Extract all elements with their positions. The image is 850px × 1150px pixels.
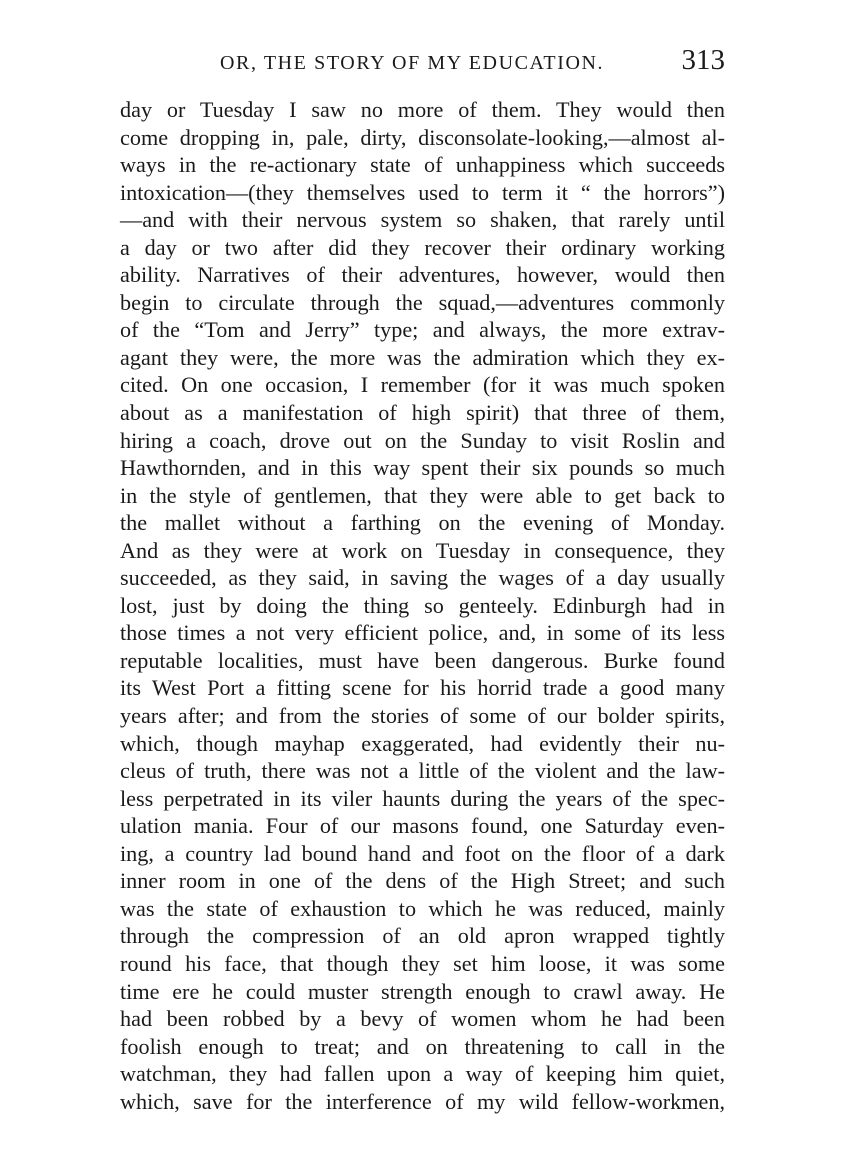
text-line: succeeded, as they said, in saving the wages of a day usually bbox=[120, 565, 725, 591]
text-line: its West Port a fitting scene for his horrid trade a good many bbox=[120, 675, 725, 701]
text-line: was the state of exhaustion to which he was reduced, mainly bbox=[120, 895, 725, 921]
text-line: about as a manifestation of high spirit) that three of them, bbox=[120, 400, 725, 426]
text-line: lost, just by doing the thing so genteely. Edinburgh had in bbox=[120, 592, 725, 618]
text-line: day or Tuesday I saw no more of them. They would then bbox=[120, 97, 725, 122]
text-line: time ere he could muster strength enough to crawl away. He bbox=[120, 978, 725, 1004]
text-line: those times a not very efficient police, and, in some of its less bbox=[120, 620, 725, 646]
text-line: foolish enough to treat; and on threatening to call in the bbox=[120, 1033, 725, 1059]
text-line: ways in the re-actionary state of unhappiness which succeeds bbox=[120, 152, 725, 178]
body-text bbox=[120, 96, 725, 1115]
text-line: cited. On one occasion, I remember (for it was much spoken bbox=[120, 372, 725, 398]
text-line: And as they were at work on Tuesday in consequence, they bbox=[120, 537, 725, 563]
text-line: had been robbed by a bevy of women whom he had been bbox=[120, 1006, 725, 1032]
text-line: a day or two after did they recover their ordinary working bbox=[120, 234, 725, 260]
page-number: 313 bbox=[681, 44, 725, 76]
text-line: —and with their nervous system so shaken, that rarely until bbox=[120, 207, 725, 233]
text-line: the mallet without a farthing on the evening of Monday. bbox=[120, 510, 725, 536]
text-line: begin to circulate through the squad,—adventures commonly bbox=[120, 289, 725, 315]
text-line: cleus of truth, there was not a little of the violent and the law- bbox=[120, 758, 725, 784]
running-title: OR, THE STORY OF MY EDUCATION. bbox=[220, 52, 605, 74]
text-line: Hawthornden, and in this way spent their six pounds so much bbox=[120, 455, 725, 481]
text-line: which, though mayhap exaggerated, had evidently their nu- bbox=[120, 730, 725, 756]
text-line: watchman, they had fallen upon a way of keeping him quiet, bbox=[120, 1061, 725, 1087]
text-line: come dropping in, pale, dirty, disconsolate-looking,—almost al- bbox=[120, 124, 725, 150]
text-line: round his face, that though they set him loose, it was some bbox=[120, 950, 725, 976]
text-line: in the style of gentlemen, that they were able to get back to bbox=[120, 482, 725, 508]
text-line: which, save for the interference of my wild fellow-workmen, bbox=[120, 1088, 725, 1114]
running-head bbox=[120, 44, 725, 84]
text-line: reputable localities, must have been dangerous. Burke found bbox=[120, 647, 725, 673]
text-line: hiring a coach, drove out on the Sunday to visit Roslin and bbox=[120, 427, 725, 453]
text-line: ing, a country lad bound hand and foot on the floor of a dark bbox=[120, 840, 725, 866]
text-line: years after; and from the stories of some of our bolder spirits, bbox=[120, 703, 725, 729]
text-line: agant they were, the more was the admiration which they ex- bbox=[120, 344, 725, 370]
text-line: through the compression of an old apron wrapped tightly bbox=[120, 923, 725, 949]
text-line: less perpetrated in its viler haunts during the years of the spec- bbox=[120, 785, 725, 811]
text-line: intoxication—(they themselves used to term it “ the horrors”) bbox=[120, 179, 725, 205]
text-line: ability. Narratives of their adventures, however, would then bbox=[120, 262, 725, 288]
text-line: of the “Tom and Jerry” type; and always, the more extrav- bbox=[120, 317, 725, 343]
text-line: inner room in one of the dens of the High Street; and such bbox=[120, 868, 725, 894]
text-line: ulation mania. Four of our masons found, one Saturday even- bbox=[120, 813, 725, 839]
